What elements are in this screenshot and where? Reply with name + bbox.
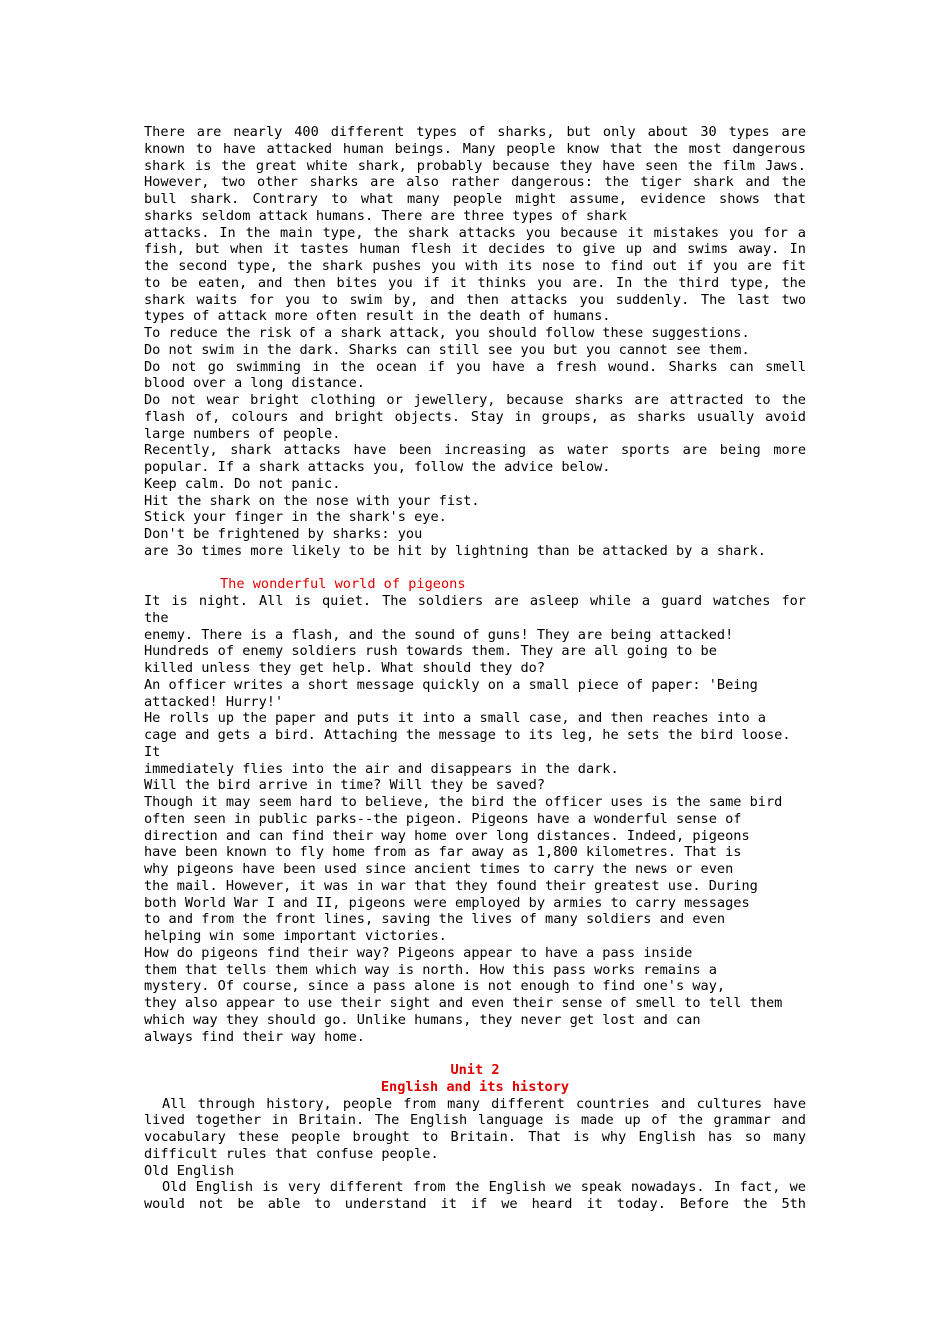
text-line: always find their way home. — [144, 1028, 365, 1045]
text-line: the second type, the shark pushes you with its nose to find out if you are fit — [144, 258, 806, 274]
text-line: bull shark. Contrary to what many people might assume, evidence shows that — [144, 191, 806, 207]
text-line: Don't be frightened by sharks: you — [144, 526, 423, 542]
text-line: There are nearly 400 different types of sharks, but only about 30 types are — [144, 124, 806, 140]
text-line: mystery. Of course, since a pass alone is not enough to find one's way, — [144, 978, 726, 995]
text-line: they also appear to use their sight and even their sense of smell to tell them — [144, 995, 783, 1011]
text-line: vocabulary these people brought to Britain. That is why English has so many — [144, 1129, 806, 1145]
text-line: However, two other sharks are also rather dangerous: the tiger shark and the — [144, 174, 806, 191]
text-line: both World War I and II, pigeons were employed by armies to carry messages — [144, 894, 750, 911]
text-line: Hit the shark on the nose with your fist. — [144, 492, 480, 509]
text-line: why pigeons have been used since ancient times to carry the news or even — [144, 861, 734, 877]
text-line: Though it may seem hard to believe, the bird the officer uses is the same bird — [144, 794, 783, 810]
text-line: All through history, people from many different countries and cultures have — [162, 1095, 806, 1112]
text-line: He rolls up the paper and puts it into a small case, and then reaches into a — [144, 710, 766, 727]
text-line: It — [144, 743, 161, 760]
text-line: Do not wear bright clothing or jewellery, because sharks are attracted to the — [144, 392, 806, 408]
text-line: attacks. In the main type, the shark attacks you because it mistakes you for a — [144, 224, 806, 241]
pigeons-section — [144, 593, 806, 1045]
text-line: known to have attacked human beings. Many people know that the most dangerous — [144, 140, 806, 157]
text-line: Do not go swimming in the ocean if you have a fresh wound. Sharks can smell — [144, 358, 806, 375]
english-history-title: English and its history — [380, 1078, 570, 1095]
unit-heading: Unit 2 — [450, 1062, 500, 1078]
text-line: to and from the front lines, saving the lives of many soldiers and even — [144, 911, 726, 928]
text-line: Will the bird arrive in time? Will they be saved? — [144, 777, 546, 794]
text-line: shark is the great white shark, probably because they have seen the film Jaws. — [144, 157, 806, 174]
text-line: sharks seldom attack humans. There are three types of shark — [144, 207, 627, 224]
text-line: enemy. There is a flash, and the sound of guns! They are being attacked! — [144, 626, 734, 643]
text-line: To reduce the risk of a shark attack, you should follow these suggestions. — [144, 325, 750, 341]
text-line: fish, but when it tastes human flesh it decides to give up and swims away. In — [144, 241, 806, 258]
text-line: How do pigeons find their way? Pigeons appear to have a pass inside — [144, 944, 693, 961]
text-line: often seen in public parks--the pigeon. Pigeons have a wonderful sense of — [144, 810, 742, 827]
text-line: to be eaten, and then bites you if it thinks you are. In the third type, the — [144, 274, 806, 291]
text-line: helping win some important victories. — [144, 928, 447, 944]
text-line: blood over a long distance. — [144, 375, 365, 392]
text-line: them that tells them which way is north. How this pass works remains a — [144, 961, 717, 978]
text-line: direction and can find their way home over long distances. Indeed, pigeons — [144, 827, 750, 844]
text-line: attacked! Hurry!' — [144, 693, 284, 710]
text-line: flash of, colours and bright objects. Stay in groups, as sharks usually avoid — [144, 408, 806, 425]
text-line: Old English — [144, 1162, 235, 1179]
text-line: the — [144, 609, 169, 626]
text-line: Hundreds of enemy soldiers rush towards them. They are all going to be — [144, 643, 717, 660]
text-line: large numbers of people. — [144, 425, 341, 442]
spacer — [144, 560, 806, 577]
text-line: popular. If a shark attacks you, follow the advice below. — [144, 459, 611, 475]
document-page — [144, 124, 806, 1213]
text-line: have been known to fly home from as far away as 1,800 kilometres. That is — [144, 844, 742, 861]
pigeons-title: The wonderful world of pigeons — [220, 576, 466, 593]
text-line: Stick your finger in the shark's eye. — [144, 509, 447, 526]
text-line: the mail. However, it was in war that they found their greatest use. During — [144, 877, 758, 894]
text-line: are 3o times more likely to be hit by lightning than be attacked by a shark. — [144, 542, 766, 559]
text-line: difficult rules that confuse people. — [144, 1145, 439, 1162]
text-line: Old English is very different from the English we speak nowadays. In fact, we — [162, 1179, 806, 1196]
text-line: An officer writes a short message quickly on a small piece of paper: 'Being — [144, 676, 758, 693]
text-line: immediately flies into the air and disappears in the dark. — [144, 760, 619, 777]
text-line: Recently, shark attacks have been increasing as water sports are being more — [144, 442, 806, 459]
english-history-section — [144, 1096, 806, 1213]
text-line: cage and gets a bird. Attaching the message to its leg, he sets the bird loose. — [144, 727, 791, 743]
text-line: which way they should go. Unlike humans, they never get lost and can — [144, 1011, 701, 1028]
text-line: types of attack more often result in the death of humans. — [144, 308, 611, 325]
text-line: lived together in Britain. The English language is made up of the grammar and — [144, 1112, 806, 1129]
text-line: Keep calm. Do not panic. — [144, 475, 341, 492]
text-line: would not be able to understand it if we heard it today. Before the 5th — [144, 1196, 806, 1212]
text-line: Do not swim in the dark. Sharks can still see you but you cannot see them. — [144, 341, 750, 358]
shark-section — [144, 124, 806, 560]
spacer — [144, 1045, 806, 1062]
text-line: It is night. All is quiet. The soldiers are asleep while a guard watches for — [144, 593, 806, 609]
text-line: shark waits for you to swim by, and then attacks you suddenly. The last two — [144, 291, 806, 308]
text-line: killed unless they get help. What should they do? — [144, 660, 546, 676]
